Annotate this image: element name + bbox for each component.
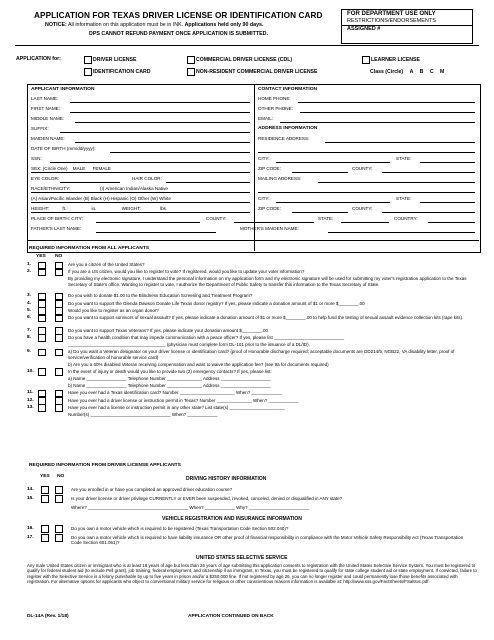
class-c[interactable]: C [429,69,434,75]
question-no-checkbox[interactable] [55,269,63,277]
home-phone-input[interactable] [298,102,475,103]
question-number: 2. [27,269,32,275]
email-input[interactable] [280,122,475,123]
residence-address-line2[interactable] [258,152,475,153]
other-phone-input[interactable] [300,112,475,113]
q16-yes-checkbox[interactable] [41,525,49,533]
question-text: In the event of injury or death would you like to provide two (2) emergency contacts? If yes, please list: [68,368,272,374]
sex-female[interactable]: FEMALE [92,166,111,171]
mail-city-label: CITY: [258,196,270,201]
driver-license-checkbox[interactable] [84,56,92,64]
res-city-label: CITY: [258,156,270,161]
mail-city-input[interactable] [276,202,390,203]
q17-yes-checkbox[interactable] [41,534,49,542]
question-number: 10. [27,368,34,374]
section-divider [27,240,479,241]
last-name-input[interactable] [70,102,250,103]
class-a[interactable]: A [409,69,414,75]
mothers-maiden-name-input[interactable] [328,232,475,233]
place-of-birth-label: PLACE OF BIRTH: CITY: [31,216,83,221]
option-driver-license[interactable]: DRIVER LICENSE [84,56,136,64]
maiden-name-label: MAIDEN NAME: [31,136,65,141]
q14-text: Are you enrolled in or have you completed an approved driver education course? [71,487,233,492]
notice-label: NOTICE: [45,22,67,28]
mail-zip-input[interactable] [292,212,348,213]
race-option-i[interactable]: (I) American Indian/Alaska Native [100,186,168,191]
option-cdl[interactable]: COMMERCIAL DRIVER LICENSE (CDL) [187,56,292,64]
question-text: Number(s) ________________________________ When? ____________ [68,412,218,417]
dept-line-2: RESTRICTIONS/ENDORSEMENTS [347,17,436,24]
sex-male[interactable]: MALE [72,166,86,171]
mailing-address-input[interactable] [318,182,475,183]
question-number: 8. [27,334,32,340]
driving-history-heading: DRIVING HISTORY INFORMATION [186,476,267,482]
question-no-checkbox[interactable] [55,334,63,342]
first-name-input[interactable] [70,112,250,113]
question-no-checkbox[interactable] [55,315,63,323]
dob-input[interactable] [110,152,250,153]
question-text: b) Name ________________ Telephone Number ______________ Address ____________________ [68,383,271,389]
mail-state-label: STATE: [396,196,412,201]
driver-no-header: NO [57,474,65,479]
q14-no-checkbox[interactable] [55,486,63,494]
other-phone-label: OTHER PHONE: [258,106,293,111]
mail-zip-label: ZIP CODE: [258,206,281,211]
form-id: DL-14A (Rev. 1/18) [27,614,69,619]
question-text: Do you want to support the Glenda Dawson Donate Life Texas donor registry? If yes, please indicate a donation amount of $1 or more $________.00 [68,300,365,306]
question-text: a) Do you want a Veteran designator on your driver license or identification card? (proof of Honorable discharge required; acceptable documents are DD214/5, NGB22, VA disability letter, proof of service/verification of honorable service card) [68,349,455,360]
q17-no-checkbox[interactable] [55,534,63,542]
eye-color-input[interactable] [60,182,120,183]
option-id-card[interactable]: IDENTIFICATION CARD [84,68,151,76]
question-text: Do you wish to donate $1.00 to the Blindness Education Screening and Treatment Program? [68,293,253,299]
q15-text: Is your driver license or driver privilege CURRENTLY or EVER been suspended, revoked, canceled, denied or disqualified in ANY state? [71,496,343,501]
contact-heading: CONTACT INFORMATION [258,87,318,92]
birth-country-label: COUNTRY: [394,216,418,221]
non-resident-cdl-checkbox[interactable] [187,68,195,76]
question-number: 1. [27,262,32,267]
no-header: NO [55,254,63,259]
selective-service-text: Any male United States citizen or immigrant who is at least 18 years of age but less than 26 years of age submitting this application consents to registration with the United States Selective Service System. You must be registered to qualify for federal student aid (to include Pell grant), job training, federal employment, and citizenship if an immigrant. In Texas, you must be registered to qualify for state college student aid or state employment. If convicted, failure to register with the Selective Service is a felony punishable by up to five years in prison and/or a $250,000 fine. If not registered by age 26, you can no longer register and could permanently lose those benefits associated with registration. For alternative options for applicants who object to conventional military service for religious or other conscientious reasons information is available at: http://www.sss.gov/FactSheets/FSaltsvc.pdf. [27,563,477,584]
q16-no-checkbox[interactable] [55,525,63,533]
question-yes-checkbox[interactable] [38,349,46,357]
eye-color-label: EYE COLOR: [31,176,60,181]
question-text: If you are a US citizen, would you like to register to vote? If registered, would you like to update your voter information? [68,269,305,275]
q15-no-checkbox[interactable] [55,495,63,503]
question-yes-checkbox[interactable] [38,334,46,342]
option-learner-license[interactable]: LEARNER LICENSE [362,56,420,64]
question-text: b) Are you a 60% disabled Veteran receiving compensation and want to waive the application fee? (see 9a for documents required) [68,361,329,367]
vehicle-heading: VEHICLE REGISTRATION AND INSURANCE INFORMATION [162,516,302,522]
question-text: Would you like to register as an organ donor? [68,307,159,313]
address-heading: ADDRESS INFORMATION [258,126,318,131]
question-no-checkbox[interactable] [55,368,63,376]
q15-details[interactable]: Where? ________________________________________ When? ____________ Why? ________________________ [71,505,309,510]
notice-text: All information on this application must be in INK. [67,22,184,28]
middle-name-label: MIDDLE NAME: [31,116,65,121]
yes-header: YES [36,254,46,259]
res-state-input[interactable] [420,162,475,163]
mailing-address-line2[interactable] [258,192,475,193]
q17-number: 17. [27,535,34,540]
height-weight: HEIGHT: ft. in. WEIGHT: lbs. [31,206,168,211]
question-text: Do you want to support survivors of sexual assault? If yes, please indicate a donation amount of $1 or more $________.00 to help fund the testing of sexual assault evidence collection kits (rape kits). [68,315,464,320]
birth-state-label: STATE: [318,216,334,221]
res-county-label: COUNTY: [352,166,373,171]
res-zip-input[interactable] [292,172,348,173]
birth-state-input[interactable] [341,222,389,223]
divider [15,45,479,46]
birth-county-label: COUNTY: [206,216,227,221]
fathers-last-name-label: FATHER'S LAST NAME: [31,226,82,231]
question-yes-checkbox[interactable] [38,404,46,412]
question-text: By providing my electronic signature, I understand the personal information on my application form and my electronic signature will be used for submitting my voter's registration application to the Texas Secretary of State's office. Wanting to register to vote, I authorize the Department of Public Safety to transfer this information to the Texas Secretary of State. [68,276,467,287]
dob-label: DATE OF BIRTH (mm/dd/yyyy): [31,146,96,151]
q14-number: 14. [27,487,34,492]
cdl-checkbox[interactable] [187,56,195,64]
hair-color-input[interactable] [166,182,250,183]
question-number: 11. [27,390,34,396]
ssn-label: SSN: [31,156,42,161]
question-yes-checkbox[interactable] [38,315,46,323]
question-yes-checkbox[interactable] [38,368,46,376]
question-text: Have you ever had a license or instruction permit in any other state? List state(s) ______________________ [68,404,285,410]
question-no-checkbox[interactable] [55,349,63,357]
department-use-box [341,9,473,44]
home-phone-label: HOME PHONE: [258,96,291,101]
question-no-checkbox[interactable] [55,404,63,412]
dept-line-1: FOR DEPARTMENT USE ONLY [347,10,436,17]
question-number: 3. [27,293,32,299]
race-label: RACE/ETHNICITY: [31,186,71,191]
question-number: 7. [27,327,32,333]
q16-text: Do you own a motor vehicle which is required to be registered (Texas Transportation Code Section 502.040)? [71,526,289,531]
question-text: _______________________________________ (physician must complete form DL-101 prior to the issuance of a DL/ID). [68,341,310,347]
continued-notice: APPLICATION CONTINUED ON BACK [188,614,274,619]
notice-bold: Applications held only 90 days. [184,22,264,28]
divider-line [31,172,250,173]
dept-line-3: ASSIGNED # [342,25,472,34]
class-selector[interactable]: Class (Circle) A B C M [370,69,445,75]
question-number: 5. [27,307,32,313]
required-all-heading: REQUIRED INFORMATION FROM ALL APPLICANTS [29,246,150,251]
question-text: Have you ever had a driver license or instruction permit in Texas? Number ______________ When? ____________ [68,397,299,403]
divider-line [31,192,250,193]
q15-yes-checkbox[interactable] [41,495,49,503]
fathers-last-name-input[interactable] [96,232,216,233]
question-number: 12. [27,397,34,403]
application-for-label: APPLICATION for: [16,56,61,62]
ssn-input[interactable] [50,162,250,163]
id-card-checkbox[interactable] [84,68,92,76]
first-name-label: FIRST NAME: [31,106,61,111]
middle-name-input[interactable] [75,122,250,123]
class-b[interactable]: B [419,69,424,75]
question-number: 13. [27,404,34,410]
birth-city-input[interactable] [96,222,200,223]
question-text: Do you have a health condition that may impede communication with a peace officer? If yes, please list ____________________________ [68,334,345,340]
mothers-maiden-name-label: MOTHER'S MAIDEN NAME: [240,226,299,231]
q15-number: 15. [27,496,34,501]
res-county-input[interactable] [382,172,475,173]
res-state-label: STATE: [396,156,412,161]
maiden-name-input[interactable] [75,142,250,143]
divider-line [31,212,250,213]
divider-line [31,202,250,203]
question-text: Are you a citizen of the United States? [68,262,145,267]
residence-address-label: RESIDENCE ADDRESS: [258,136,310,141]
birth-country-input[interactable] [428,222,475,223]
selective-service-heading: UNITED STATES SELECTIVE SERVICE [196,555,288,561]
learner-license-checkbox[interactable] [362,56,370,64]
res-zip-label: ZIP CODE: [258,166,281,171]
required-driver-heading: REQUIRED INFORMATION FROM DRIVER LICENSE APPLICANTS [29,463,181,468]
question-yes-checkbox[interactable] [38,269,46,277]
refund-notice: DPS CANNOT REFUND PAYMENT ONCE APPLICATION IS SUBMITTED. [89,31,268,37]
question-number: 6. [27,315,32,320]
option-non-resident-cdl[interactable]: NON-RESIDENT COMMERCIAL DRIVER LICENSE [187,68,317,76]
question-text: Do you want to support Texas Veterans? If yes, please indicate your donation amount $________.00 [68,327,269,333]
sex-field: SEX: (Circle One) MALE FEMALE [31,166,111,171]
email-label: EMAIL: [258,116,274,121]
suffix-input[interactable] [60,132,250,133]
form-title: APPLICATION FOR TEXAS DRIVER LICENSE OR IDENTIFICATION CARD [34,11,323,20]
hair-color-label: HAIR COLOR: [132,176,162,181]
applicant-heading: APPLICANT INFORMATION [31,87,95,92]
mail-county-label: COUNTY: [352,206,373,211]
notice [45,22,263,28]
last-name-label: LAST NAME: [31,96,59,101]
driver-yes-header: YES [40,474,50,479]
q14-yes-checkbox[interactable] [41,486,49,494]
residence-address-input[interactable] [325,142,475,143]
race-options[interactable]: (A) Asian/Pacific Islander (B) Black (H) Hispanic (O) Other (W) White [31,196,171,201]
class-m[interactable]: M [440,69,445,75]
mail-state-input[interactable] [420,202,475,203]
question-text: a) Name ________________ Telephone Number ______________ Address ____________________ [68,376,271,381]
q16-number: 16. [27,526,34,531]
question-text: Have you ever had a Texas identification card? Number ______________________ When? ____________ [68,390,282,396]
suffix-label: SUFFIX: [31,126,49,131]
mail-county-input[interactable] [382,212,475,213]
mailing-address-label: MAILING ADDRESS: [258,176,302,181]
question-number: 4. [27,300,32,306]
birth-county-input[interactable] [234,222,314,223]
question-number: 9. [27,349,32,355]
res-city-input[interactable] [276,162,390,163]
q17-text: Do you own a motor vehicle which is required to have liability insurance OR other proof of financial responsibility in compliance with the Motor Vehicle Safety Responsibility Act (Texas Transportation Code Section 601.051)? [71,535,464,546]
